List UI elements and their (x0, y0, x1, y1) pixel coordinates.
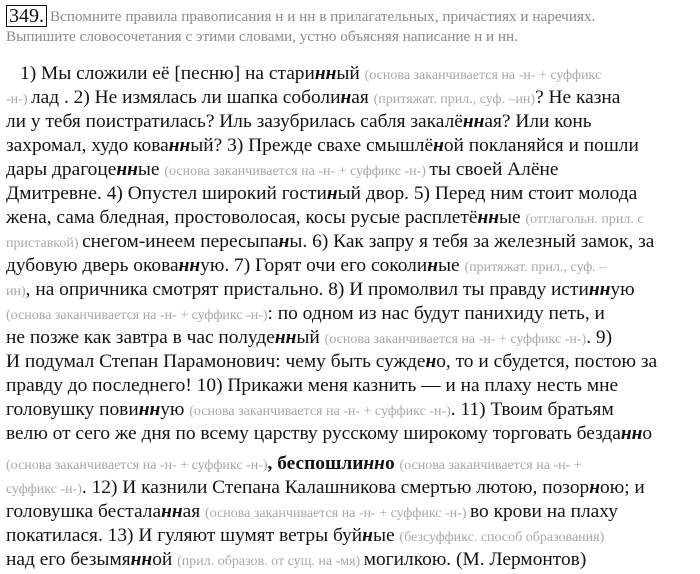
task-number: 349. (6, 5, 47, 27)
highlighted-letters: нн (116, 159, 138, 180)
text-segment: ые (499, 207, 526, 228)
text-line (6, 134, 639, 158)
highlighted-letters: нн (363, 453, 385, 474)
text-segment: покатилася. 13) И гуляют шумят ветры буй (6, 525, 363, 546)
text-segment: над его безымя (6, 549, 131, 570)
text-segment: велю от сего же дня по всему царству русскому широкому торговать безда (6, 423, 621, 444)
text-segment: . 12) И казнили Степана Калашникова смертью лютою, позор (81, 477, 590, 498)
text-line (6, 110, 592, 134)
text-line (6, 500, 618, 524)
text-line (6, 86, 620, 110)
text-line (6, 524, 604, 548)
text-segment: ая (182, 501, 205, 522)
highlighted-letters: нн (274, 327, 297, 348)
annotation: (основа заканчивается на -н- + суффикс -н-) (6, 458, 268, 473)
highlighted-letters: нн (161, 501, 183, 522)
text-segment: дары драгоце (6, 159, 117, 180)
text-segment: могилкою. (М. Лермонтов) (363, 549, 587, 570)
text-segment: головушку пови (6, 399, 139, 420)
text-line (20, 62, 601, 86)
text-segment: о, то и сбудется, постою за (436, 351, 658, 372)
text-segment: дубовую дверь окова (6, 255, 179, 276)
highlighted-letters: н (362, 525, 373, 546)
annotation: (основа заканчивается на -н- + (399, 458, 582, 473)
text-line (6, 182, 637, 206)
text-segment: ые (137, 159, 165, 180)
annotation: (притяжат. прил., суф. –ин) (373, 92, 536, 107)
highlighted-letters: н (427, 255, 438, 276)
text-line (6, 302, 605, 326)
annotation: (безсуффикс. способ образования) (399, 530, 605, 545)
text-segment: ая? Или конь (484, 111, 592, 132)
bold-text-segment: , беспошли (267, 453, 364, 474)
text-line (6, 374, 618, 398)
annotation: (основа заканчивается на -н- + суффикс -н-) (189, 404, 451, 419)
annotation: приставкой) (6, 236, 83, 251)
text-segment: лад . 2) Не измялась ли шапка соболи (30, 87, 341, 108)
text-line (6, 158, 558, 182)
text-line (6, 548, 586, 572)
text-line (6, 476, 645, 500)
text-line (6, 230, 654, 254)
text-line (6, 398, 614, 422)
text-segment: . 11) Твоим братьям (450, 399, 614, 420)
text-segment: ые (372, 525, 400, 546)
text-segment: ый (336, 63, 365, 84)
annotation: (прил. образов. от сущ. на -мя) (177, 554, 364, 569)
text-segment: ый двор. 5) Перед ним стоит молода (337, 183, 638, 204)
text-segment: о (642, 423, 653, 444)
highlighted-letters: нн (178, 255, 201, 276)
annotation: (основа заканчивается на -н- + суффикс -н-) (6, 308, 268, 323)
text-segment: ая (351, 87, 374, 108)
text-line (6, 326, 612, 350)
highlighted-letters: н (589, 477, 601, 498)
highlighted-letters: нн (314, 63, 337, 84)
bold-text-segment: о (384, 453, 400, 474)
text-segment: ую (160, 399, 190, 420)
annotation: ин) (6, 284, 26, 299)
text-segment: ой (152, 549, 178, 570)
text-segment: жена, сама бледная, простоволосая, косы русые расплетё (6, 207, 478, 228)
annotation: (основа заканчивается на -н- + суффикс -н-) (324, 332, 587, 347)
text-segment: 1) Мы сложили её [песню] на стари (20, 63, 315, 84)
highlighted-letters: н (340, 87, 352, 108)
text-segment: снегом-инеем пересыпа (82, 231, 279, 252)
text-segment: ый? 3) Прежде свахе смышлё (190, 135, 434, 156)
highlighted-letters: нн (462, 111, 485, 132)
annotation: (основа заканчивается на -н- + суффикс -н-) (164, 164, 430, 179)
text-segment: . 9) (586, 327, 613, 348)
text-segment: И подумал Степан Парамонович: чему быть сужде (6, 351, 426, 372)
text-line (6, 206, 644, 230)
text-segment: во крови на плаху (470, 501, 618, 522)
task-instruction-line-1: Вспомните правила правописания н и нн в прилагательных, причастиях и наречиях. (50, 8, 596, 25)
highlighted-letters: нн (168, 135, 191, 156)
text-segment: захромал, худо кова (6, 135, 169, 156)
annotation: (основа заканчивается на -н- + суффикс -н-) (204, 506, 470, 521)
annotation: -н-) (6, 92, 31, 107)
text-segment: ты своей Алёне (429, 159, 559, 180)
text-segment: ую (610, 279, 635, 300)
text-segment: ые (437, 255, 465, 276)
text-segment: ою; и (600, 477, 645, 498)
text-segment: , на опричника смотрят пристально. 8) И промолвил ты правду исти (25, 279, 589, 300)
text-segment: ый (296, 327, 325, 348)
text-segment: ую. 7) Горят очи его соколи (200, 255, 428, 276)
highlighted-letters: н (278, 231, 290, 252)
text-segment: ой покланяйся и пошли (443, 135, 639, 156)
text-segment: Дмитревне. 4) Опустел широкий гости (6, 183, 327, 204)
text-segment: ли у тебя поистратилась? Иль зазубрилась сабля закалё (6, 111, 463, 132)
text-line (6, 278, 635, 302)
text-segment: ? Не казна (535, 87, 621, 108)
text-segment: : по одном из нас будут панихиду петь, и (267, 303, 605, 324)
highlighted-letters: нн (620, 423, 643, 444)
task-header (6, 4, 696, 47)
highlighted-letters: н (326, 183, 338, 204)
text-segment: головушка бестала (6, 501, 162, 522)
annotation: (основа заканчивается на -н- + суффикс (364, 68, 602, 83)
annotation: суффикс -н-) (6, 482, 82, 497)
text-segment: правду до последнего! 10) Прикажи меня казнить — и на плаху несть мне (6, 375, 619, 396)
highlighted-letters: н (425, 351, 437, 372)
text-line (6, 422, 652, 446)
highlighted-letters: нн (130, 549, 153, 570)
highlighted-letters: нн (138, 399, 161, 420)
highlighted-letters: нн (477, 207, 499, 228)
text-line (6, 452, 582, 476)
task-instruction-line-2: Выпишите словосочетания с этими словами, устно объясняя написание н и нн. (6, 28, 518, 45)
highlighted-letters: н (433, 135, 444, 156)
text-line (6, 350, 657, 374)
text-segment: не позже как завтра в час полуде (6, 327, 275, 348)
highlighted-letters: нн (588, 279, 611, 300)
text-line (6, 254, 606, 278)
annotation: (притяжат. прил., суф. – (464, 260, 607, 275)
text-segment: ы. 6) Как запру я тебя за железный замок, за (289, 231, 655, 252)
annotation: (отглагольн. прил. с (525, 212, 644, 227)
